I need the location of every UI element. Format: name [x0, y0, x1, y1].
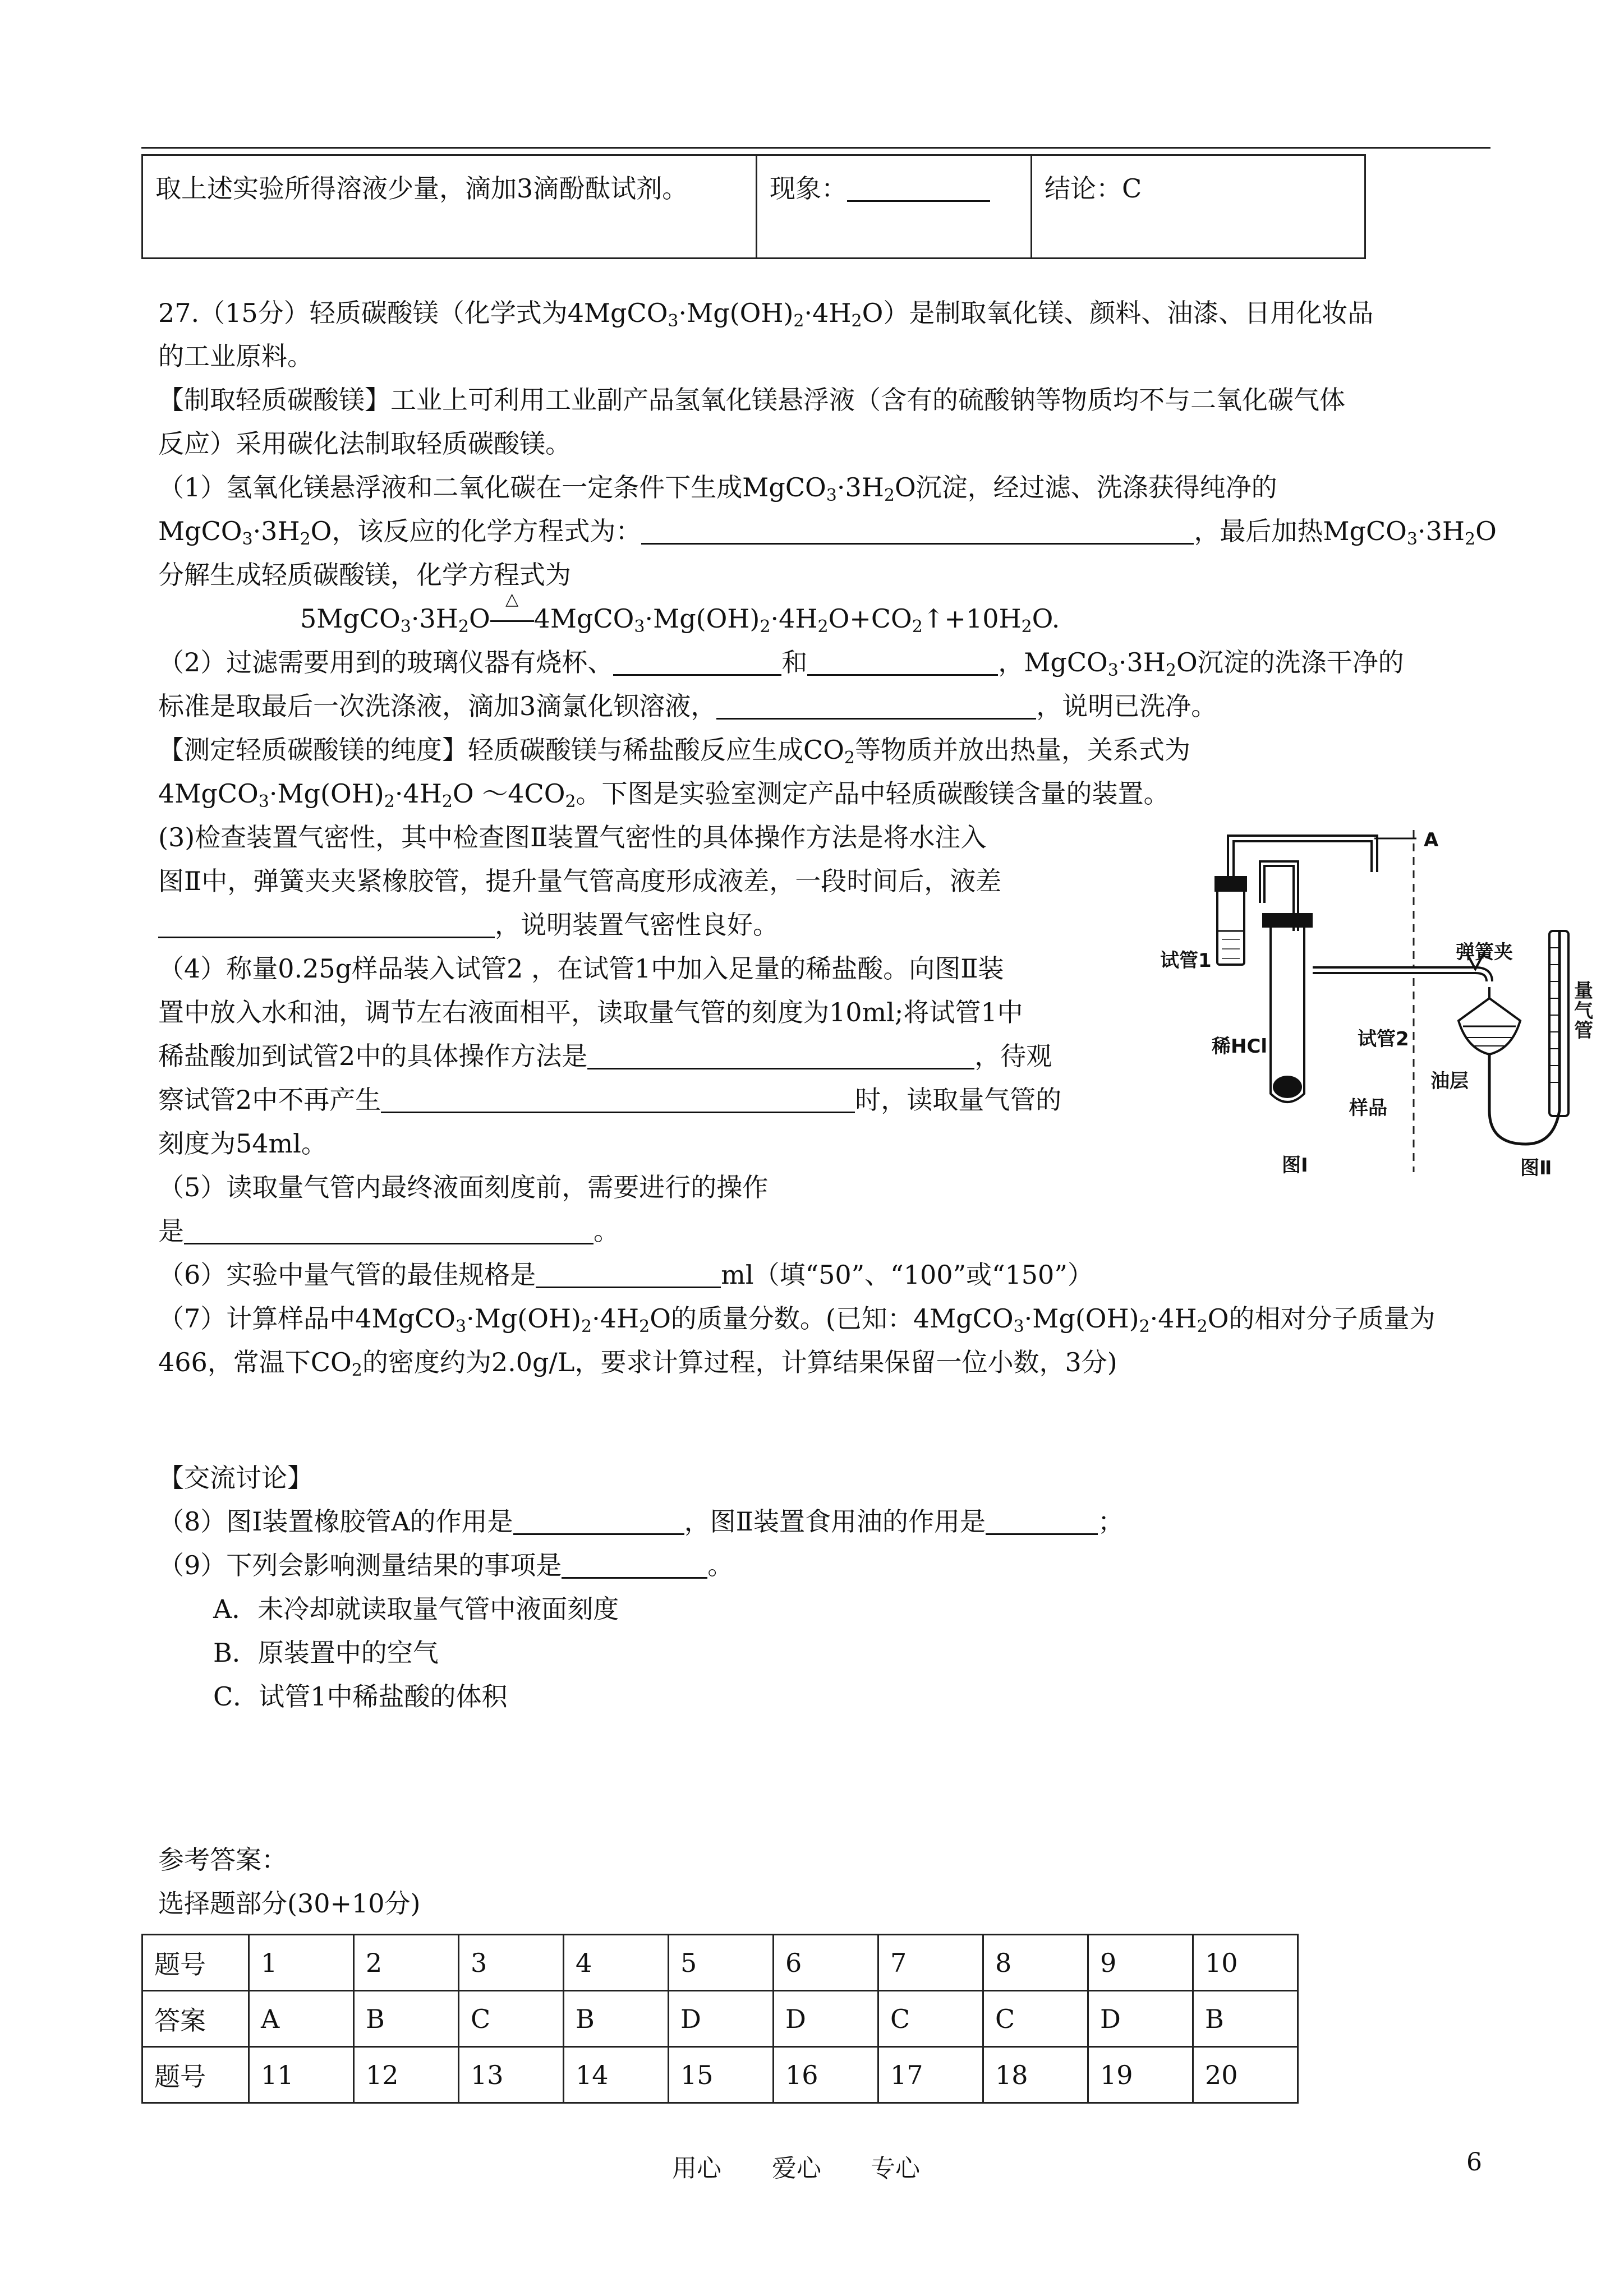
q27-line-3: 【制取轻质碳酸镁】工业上可利用工业副产品氢氧化镁悬浮液（含有的硫酸钠等物质均不与二氧化碳气体	[158, 385, 1345, 415]
label-a: A	[1424, 829, 1439, 851]
footer-motto-3: 专心	[871, 2154, 920, 2183]
answer-cell: 16	[774, 2047, 878, 2103]
phenomenon-blank[interactable]	[847, 178, 990, 202]
answer-cell: 13	[459, 2047, 564, 2103]
operation-blank[interactable]	[587, 1045, 974, 1069]
washing-blank[interactable]	[716, 695, 1036, 720]
answer-cell: 14	[564, 2047, 669, 2103]
option-b: B．原装置中的空气	[213, 1638, 439, 1668]
answer-cell: D	[774, 1991, 878, 2047]
answer-cell: 2	[354, 1935, 459, 1991]
bubbles-blank[interactable]	[381, 1089, 855, 1113]
q27-line-19: 察试管2中不再产生 时，读取量气管的	[158, 1085, 1062, 1115]
experiment-table	[141, 154, 1366, 259]
equation-blank[interactable]	[641, 520, 1194, 545]
label-tube-1: 试管1	[1160, 949, 1212, 972]
option-c: C．试管1中稀盐酸的体积	[213, 1681, 508, 1712]
reading-operation-blank[interactable]	[184, 1220, 594, 1244]
answer-cell: B	[354, 1991, 459, 2047]
test-tube-2-shape	[1262, 913, 1313, 1102]
q27-line-27: （8）图Ⅰ装置橡胶管A的作用是 ，图Ⅱ装置食用油的作用是 ；	[158, 1506, 1124, 1537]
label-spring-clip: 弹簧夹	[1456, 941, 1513, 963]
footer-motto-2: 爱心	[772, 2154, 821, 2183]
airtightness-blank[interactable]	[158, 914, 495, 938]
answer-table-row	[142, 1935, 1298, 1991]
label-oil-layer: 油层	[1430, 1070, 1469, 1092]
conclusion-cell: 结论：C	[1032, 155, 1365, 259]
answer-cell: A	[249, 1991, 354, 2047]
answer-cell: 20	[1193, 2047, 1298, 2103]
q27-line-10: 标准是取最后一次洗涤液，滴加3滴氯化钡溶液， ，说明已洗净。	[158, 691, 1217, 721]
experiment-step-cell: 取上述实验所得溶液少量，滴加3滴酚酞试剂。	[142, 155, 757, 259]
answer-cell: C	[878, 1991, 983, 2047]
answer-cell: 1	[249, 1935, 354, 1991]
apparatus-diagram	[1161, 819, 1599, 1189]
answer-table	[141, 1934, 1299, 2104]
answer-cell: 15	[669, 2047, 774, 2103]
answer-cell: 18	[983, 2047, 1088, 2103]
q27-line-2: 的工业原料。	[158, 341, 313, 371]
answer-cell: 12	[354, 2047, 459, 2103]
q27-line-5: （1）氢氧化镁悬浮液和二氧化碳在一定条件下生成$MgCO_3\cdot 3H_2O$沉淀，经过滤、洗涤获得纯净的	[158, 472, 1277, 505]
q27-line-16: （4）称量0.25g样品装入试管2 ，在试管1中加入足量的稀盐酸。向图Ⅱ装	[158, 953, 1004, 984]
glass-instrument-blank-2[interactable]	[807, 652, 998, 676]
tube-a-function-blank[interactable]	[513, 1511, 684, 1535]
q27-line-14: 图Ⅱ中，弹簧夹夹紧橡胶管，提升量气管高度形成液差，一段时间后，液差	[158, 866, 1002, 896]
answer-cell: B	[1193, 1991, 1298, 2047]
answer-cell: 10	[1193, 1935, 1298, 1991]
answer-row-header: 题号	[142, 2047, 249, 2103]
q27-line-21: （5）读取量气管内最终液面刻度前，需要进行的操作	[158, 1172, 769, 1202]
q27-line-11: 【测定轻质碳酸镁的纯度】轻质碳酸镁与稀盐酸反应生成$CO_2$等物质并放出热量，关系式为	[158, 735, 1191, 768]
answer-cell: D	[1088, 1991, 1193, 2047]
q27-line-24: （7）计算样品中$4MgCO_3\cdot Mg(OH)_2\cdot 4H_2O$的质量分数。(已知：$4MgCO_3\cdot Mg(OH)_2\cdot 4H_2O$的相对分子质量为	[158, 1303, 1436, 1336]
label-burette: 量气管	[1574, 980, 1593, 1043]
answer-row-header: 题号	[142, 1935, 249, 1991]
header-rule	[141, 147, 1490, 149]
decomposition-equation: $5MgCO_3\cdot 3H_2O$ △ $4MgCO_3\cdot Mg(OH)_2\cdot 4H_2O+CO_2↑+10H_2O$.	[300, 589, 1060, 637]
answer-cell: C	[983, 1991, 1088, 2047]
q27-line-15: ，说明装置气密性良好。	[158, 912, 779, 938]
answer-cell: 7	[878, 1935, 983, 1991]
burette-spec-blank[interactable]	[536, 1264, 721, 1288]
q27-line-6: $MgCO_3\cdot 3H_2O$，该反应的化学方程式为： ，最后加热$MgCO_3\cdot 3H_2O$	[158, 516, 1497, 549]
q27-line-22: 是 。	[158, 1216, 619, 1246]
phenomenon-cell: 现象：	[757, 155, 1032, 259]
q27-line-23: （6）实验中量气管的最佳规格是 ml（填“50”、“100”或“150”）	[158, 1260, 1093, 1290]
label-figure-2: 图Ⅱ	[1520, 1157, 1552, 1179]
q27-line-17: 置中放入水和油，调节左右液面相平，读取量气管的刻度为10ml;将试管1中	[158, 997, 1023, 1027]
answer-table-row	[142, 1991, 1298, 2047]
glass-instrument-blank-1[interactable]	[613, 652, 781, 676]
answer-cell: B	[564, 1991, 669, 2047]
label-tube-2: 试管2	[1358, 1028, 1409, 1050]
q27-line-18: 稀盐酸加到试管2中的具体操作方法是 ，待观	[158, 1041, 1052, 1071]
answer-cell: D	[669, 1991, 774, 2047]
test-tube-1-shape	[1214, 876, 1247, 965]
discussion-title: 【交流讨论】	[158, 1463, 313, 1493]
label-figure-1: 图Ⅰ	[1282, 1154, 1308, 1177]
oil-function-blank[interactable]	[986, 1511, 1098, 1535]
answers-section: 选择题部分(30+10分)	[158, 1888, 421, 1919]
label-hcl: 稀HCl	[1212, 1035, 1268, 1058]
answer-cell: 6	[774, 1935, 878, 1991]
q27-line-28: （9）下列会影响测量结果的事项是 。	[158, 1550, 734, 1580]
answer-table-row	[142, 2047, 1298, 2103]
answer-cell: 5	[669, 1935, 774, 1991]
answer-cell: 8	[983, 1935, 1088, 1991]
answer-cell: C	[459, 1991, 564, 2047]
answers-title: 参考答案：	[158, 1845, 287, 1875]
q27-line-20: 刻度为54ml。	[158, 1128, 327, 1159]
answer-cell: 11	[249, 2047, 354, 2103]
heat-condition: △	[505, 589, 519, 609]
answer-row-header: 答案	[142, 1991, 249, 2047]
answer-cell: 19	[1088, 2047, 1193, 2103]
answer-cell: 3	[459, 1935, 564, 1991]
footer-motto-1: 用心	[672, 2154, 721, 2183]
q27-line-7: 分解生成轻质碳酸镁，化学方程式为	[158, 560, 571, 590]
q27-line-25: 466，常温下$CO_2$的密度约为2.0g/L，要求计算过程，计算结果保留一位小数，3分)	[158, 1347, 1117, 1380]
q27-line-4: 反应）采用碳化法制取轻质碳酸镁。	[158, 428, 571, 459]
answer-cell: 9	[1088, 1935, 1193, 1991]
option-a: A．未冷却就读取量气管中液面刻度	[213, 1594, 619, 1624]
answer-cell: 17	[878, 2047, 983, 2103]
page-number: 6	[1466, 2148, 1482, 2177]
factors-blank[interactable]	[562, 1555, 707, 1579]
q27-line-12: $4MgCO_3\cdot Mg(OH)_2\cdot 4H_2O$ $\sim 4CO_2$。下图是实验室测定产品中轻质碳酸镁含量的装置。	[158, 778, 1170, 812]
q27-line-9: （2）过滤需要用到的玻璃仪器有烧杯、 和 ，$MgCO_3\cdot 3H_2O$沉淀的洗涤干净的	[158, 647, 1404, 680]
answer-cell: 4	[564, 1935, 669, 1991]
q27-line-13: (3)检查装置气密性，其中检查图Ⅱ装置气密性的具体操作方法是将水注入	[158, 822, 987, 852]
q27-line-1: 27.（15分）轻质碳酸镁（化学式为$4MgCO_3\cdot Mg(OH)_2\cdot 4H_2O$）是制取氧化镁、颜料、油漆、日用化妆品	[158, 298, 1374, 331]
label-sample: 样品	[1349, 1097, 1387, 1119]
